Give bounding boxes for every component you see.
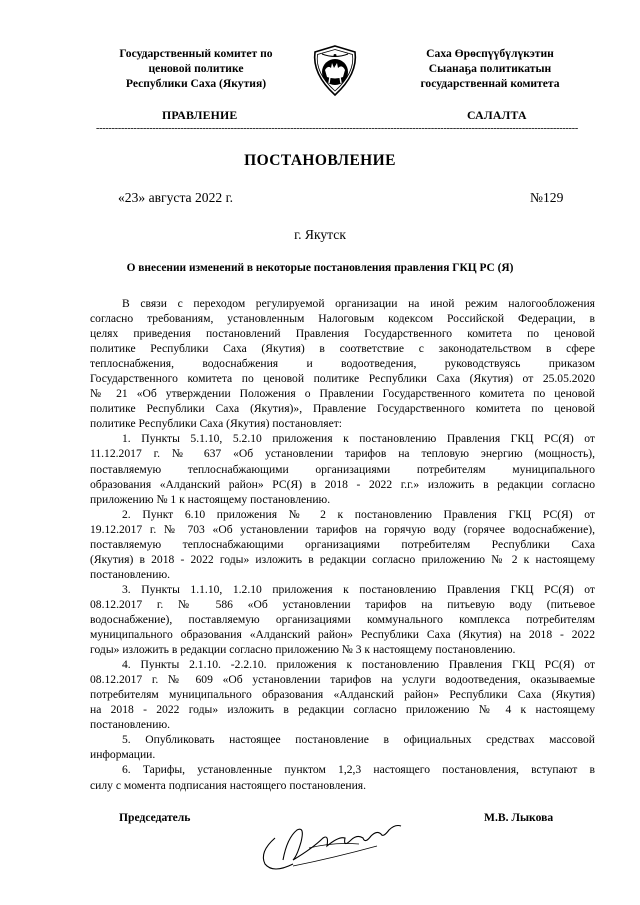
body-line: 3. Пункты 1.1.10, 1.2.10 приложения к постановлению Правления ГКЦ РС(Я) от [122,582,595,596]
body-line: 6. Тарифы, установленные пунктом 1,2,3 настоящего постановления, вступают в [122,763,595,777]
body-line: политике Республики Саха (Якутия) постановляет: [90,417,343,431]
header-right-line: Саха Өрөспүүбүлүкэтин [426,47,554,60]
document-title: ПОСТАНОВЛЕНИЕ [244,152,396,169]
header-left-line: Государственный комитет по [119,47,273,60]
body-line: теплоснабжения, водоснабжения и водоотведения, руководствуясь приказом [90,357,595,371]
signatory-name: М.В. Лыкова [484,811,554,824]
document-body [90,296,595,793]
body-line: поставляемую теплоснабжающими организациями потребителям Республики Саха [90,537,595,551]
header-right-line: Сыанаҕа политикатын [428,62,552,75]
body-line: годы» изложить в редакции согласно приложению № 3 к настоящему постановлению. [90,643,516,657]
body-line: 11.12.2017 г. № 637 «Об установлении тарифов на тепловую энергию (мощность), [90,447,595,461]
header-left-line: Республики Саха (Якутия) [125,77,267,90]
body-line: потребителям муниципального образования «Алданский район» Республики Саха (Якутия) [90,688,595,702]
header-left-subtitle: ПРАВЛЕНИЕ [162,108,238,122]
coat-of-arms-emblem [308,44,362,98]
header-separator: ---------------------------------------------------------------------------------------------------------------------------------------------------------- [96,123,579,134]
document-date: «23» августа 2022 г. [118,190,234,205]
header-right-subtitle: САЛАЛТА [467,108,527,122]
body-line: приложению № 1 к настоящему постановлению. [90,492,331,506]
body-line: 1. Пункты 5.1.10, 5.2.10 приложения к постановлению Правления ГКЦ РС(Я) от [122,432,595,446]
body-line: образования «Алданский район» РС(Я) в 2018 - 2022 г.г.» изложить в редакции согласно [90,477,595,491]
body-line: муниципального образования «Алданский район» Республики Саха (Якутия) на 2018 - 2022 [90,628,595,642]
body-line: 5. Опубликовать настоящее постановление в официальных средствах массовой [122,733,595,747]
body-line: на 2018 - 2022 годы» изложить в редакции согласно приложению № 4 к настоящему [90,703,595,717]
header-right-line: государственнай комитета [420,77,560,90]
document-city: г. Якутск [294,227,346,242]
body-line: поставляемую теплоснабжающими организациями потребителям муниципального [90,462,595,476]
body-line: В связи с переходом регулируемой организации на иной режим налогообложения [122,297,595,310]
body-line: постановлению. [90,567,171,581]
header-left-org [96,46,296,91]
body-line: политике Республики Саха (Якутия) в соответствие с законодательством в сфере [90,342,595,356]
body-line: информации. [90,748,156,762]
body-line: № 21 «Об утверждении Положения о Правлении Государственного комитета по ценовой [90,387,595,401]
signatory-position: Председатель [119,811,191,824]
document-subject: О внесении изменений в некоторые постановления правления ГКЦ РС (Я) [126,262,514,274]
body-line: водоснабжение), поставляемую организациями коммунального комплекса потребителям [90,612,595,626]
header-right-org [400,46,580,91]
body-line: согласно требованиям, установленным Налоговым кодексом Российской Федерации, в [90,312,595,326]
header-left-line: ценовой политике [148,62,244,75]
body-line: силу с момента подписания настоящего постановления. [90,778,367,792]
document-number: №129 [530,190,564,205]
body-line: 08.12.2017 г. № 609 «Об установлении тарифов на услуги водоотведения, оказываемые [90,673,595,687]
body-line: постановлению. [90,718,171,732]
body-line: политике Республики Саха (Якутия)», Правление Государственного комитета по ценовой [90,402,595,416]
body-line: 2. Пункт 6.10 приложения № 2 к постановлению Правления ГКЦ РС(Я) от [122,507,595,521]
body-line: целях приведения постановлений Правления Государственного комитета по ценовой [90,327,595,341]
body-line: 4. Пункты 2.1.10. -2.2.10. приложения к постановлению Правления ГКЦ РС(Я) от [122,658,595,672]
body-line: 19.12.2017 г. № 703 «Об установлении тарифов на горячую воду (горячее водоснабжение), [90,522,595,536]
body-line: Государственного комитета по ценовой политике Республики Саха (Якутия) от 25.05.2020 [90,372,595,386]
body-line: 08.12.2017 г. № 586 «Об установлении тарифов на питьевую воду (питьевое [90,597,595,611]
handwritten-signature [253,808,413,878]
body-line: (Якутия) в 2018 - 2022 годы» изложить в редакции согласно приложению № 2 к настоящему [90,552,595,566]
